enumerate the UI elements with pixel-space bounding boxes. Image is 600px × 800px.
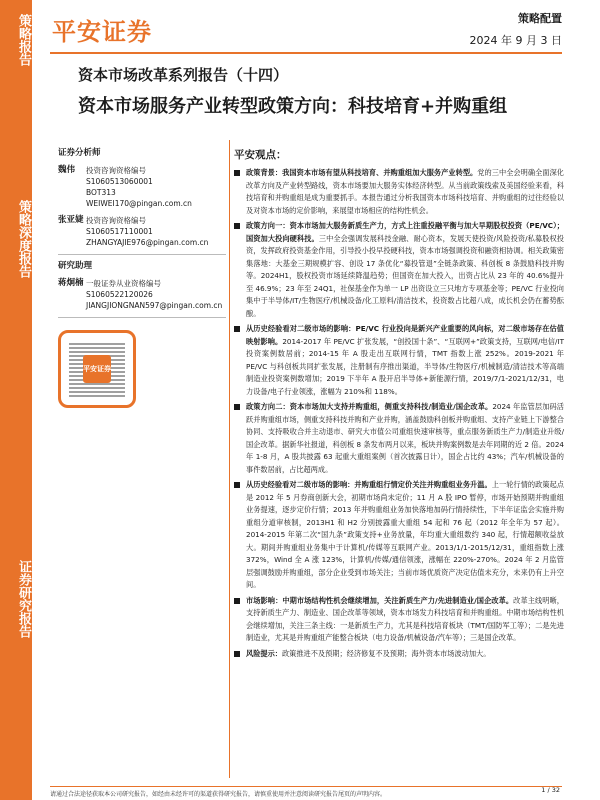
bullet-lead: 市场影响：中期市场结构性机会继续增加，关注新质生产力/先进制造业/国企改革。 <box>246 595 514 605</box>
bullet-square-icon <box>234 598 240 604</box>
sidebar-label-strategy-report: 策略报告 <box>16 14 31 66</box>
analyst-line: BOT313 <box>86 188 116 197</box>
bullet-body: 三中全会强调发展科技金融、耐心资本，发展天使投资/风险投资/私募股权投资，发挥政府投资基金作用，引导投小投早投硬科技，资本市场强调投资和融资相协调。相关政策密集落地：大基金三期规模扩容、创设 17 条优化“募投管退”全链条政策、科创板 8 条鼓励科技并购等。2024H1，股权投资市场延续降温趋势；但国资在加大投入，出资占比从 23 年的 40.6%提升至 46.9%；23 年至 24Q1，社保基金作为单一 LP 出资设立三只地方专项基金等；PE/VC 行业投向集中于半导体/IT/生物医疗/机械设备/化工原料/清洁技术，投资数占比超八成，成长机会仍在蓄势酝酿。 <box>246 233 564 318</box>
summary-bullet <box>234 167 564 217</box>
assistant-line: 一般证券从业资格编号 <box>86 279 161 288</box>
summary-heading: 平安观点： <box>234 149 287 161</box>
assistant-entry <box>58 278 226 311</box>
section-divider <box>58 254 226 255</box>
sidebar-label-research-report: 证券研究报告 <box>16 560 31 638</box>
assistant-heading: 研究助理 <box>58 261 93 271</box>
brand-name: 平安证券 <box>52 18 152 46</box>
analyst-entry <box>58 215 226 248</box>
bullet-lead: 风险提示： <box>246 648 282 658</box>
bullet-lead: 政策方向一：资本市场加大服务新质生产力，方式上注重投融平衡与加大早期股权投资（PE/VC）；国资加大投向硬科技。 <box>246 221 564 243</box>
summary-bullet <box>234 323 564 398</box>
column-divider <box>229 140 230 778</box>
report-meta <box>470 10 562 48</box>
bullet-square-icon <box>234 651 240 657</box>
section-divider <box>58 317 226 318</box>
analyst-name: 魏伟 <box>58 165 76 175</box>
bullet-lead: 从历史经验看对二级市场的影响：PE/VC 行业投向是新兴产业重要的风向标，对二级市场存在估值映射影响。 <box>246 324 564 346</box>
bullet-square-icon <box>234 170 240 176</box>
analyst-heading: 证券分析师 <box>58 148 101 158</box>
report-date: 2024 年 9 月 3 日 <box>469 34 562 47</box>
qr-code-icon[interactable] <box>58 330 136 408</box>
summary-bullet <box>234 220 564 320</box>
bullet-square-icon <box>234 482 240 488</box>
sidebar-label-deep-report: 策略深度报告 <box>16 200 31 278</box>
summary-bullet <box>234 648 564 661</box>
assistant-email[interactable]: JIANGJIONGNAN597@pingan.com.cn <box>86 301 223 310</box>
summary-panel <box>234 147 564 663</box>
summary-bullet <box>234 595 564 645</box>
page-number: 1 / 32 <box>541 786 560 794</box>
bullet-body: 党的三中全会明确全面深化改革方向及产业转型路线，资本市场要加大服务实体经济转型。从当前政策线索及美国经验来看，科技培育和并购重组是成为重要抓手。本报告通过分析我国资本市场科技培育、并购重组的过往经验以及对资本市场的定价影响，来展望市场相应的结构性机会。 <box>246 168 564 215</box>
series-title: 资本市场改革系列报告（十四） <box>78 66 289 84</box>
assistant-name: 蒋炯楠 <box>58 278 84 288</box>
bullet-body: 政策推进不及预期；经济修复不及预期；海外资本市场波动加大。 <box>281 648 491 658</box>
bullet-lead: 从历史经验看对二级市场的影响：并购重组行情定价关注并购重组业务升温。 <box>246 480 492 489</box>
analyst-line: S1060517110001 <box>86 227 153 236</box>
bullet-lead: 政策背景：我国资本市场有望从科技培育、并购重组加大服务产业转型。 <box>246 168 478 177</box>
summary-bullet <box>234 401 564 476</box>
analyst-email[interactable]: ZHANGYAJIE976@pingan.com.cn <box>86 238 209 247</box>
sidebar-strip <box>0 0 32 800</box>
header-divider <box>50 52 562 54</box>
brand-logo <box>52 12 152 47</box>
analyst-entry <box>58 165 226 209</box>
analyst-line: S1060513060001 <box>86 177 153 186</box>
bullet-body: 2024 年监管层加码活跃并购重组市场，侧重支持科技并购和产业并购，涵盖鼓励科创板并购重组、支持产业链上下游整合协同、支持吸收合并主动退市、研究大市值公司重组快速审核等，重点服务新质生产力/制造业升级/国企改革。据新华社报道，科创板 8 条发布两月以来，板块并购案例数是去年同期的近 2 倍。2024 年 1-8 月，A 股共披露 63 起重大重组案例（首次披露日计），国企占比约 43%；汽车/机械设备的事件数居前，占比超两成。 <box>246 402 564 474</box>
analyst-name: 张亚婕 <box>58 215 84 225</box>
bullet-square-icon <box>234 326 240 332</box>
analyst-email[interactable]: WEIWEI170@pingan.com.cn <box>86 199 192 208</box>
report-category: 策略配置 <box>518 12 562 25</box>
main-title: 资本市场服务产业转型政策方向：科技培育+并购重组 <box>78 96 508 117</box>
bullet-body: 上一轮行情的政策起点是 2012 年 5 月券商创新大会，初期市场尚未定价；11 月 A 股 IPO 暂停，市场开始预期并购重组业务提速，逐步定价行情；2013 年并购重组业务加快落地加码行情持续性，下半年证监会实施并购重组分道审核制，2013H1 和 H2 分别披露重大重组 54 起和 76 起（2012 年全年为 57 起）。2014-2015 年第二次“国九条”政策支持+业务放量，年均重大重组数约 340 起，行情超额收益放大。期间并购重组业务集中于计算机/传媒等互联网产业。2013/1/1-2015/12/31，重组指数上涨 372%，Wind 全 A 涨 123%，计算机/传媒/通信领涨，涨幅在 220%-270%。2024 年 2 月监管层强调鼓励并购重组，部分企业受到市场关注；当前市场优质资产决定估值未充分，未来仍有上升空间。 <box>246 480 564 589</box>
bullet-square-icon <box>234 223 240 229</box>
qr-brand-label: 平安证券 <box>83 355 111 383</box>
analyst-panel <box>58 148 226 408</box>
bullet-square-icon <box>234 404 240 410</box>
footer-disclaimer: 请通过合法途径获取本公司研究报告，如经由未经许可的渠道获得研究报告，请慎重使用并注意阅读研究报告尾页的声明内容。 <box>50 786 562 798</box>
assistant-line: S1060522120026 <box>86 290 153 299</box>
summary-bullet <box>234 479 564 592</box>
analyst-line: 投资咨询资格编号 <box>86 166 146 175</box>
bullet-lead: 政策方向二：资本市场加大支持并购重组，侧重支持科技/制造业/国企改革。 <box>246 402 493 411</box>
analyst-line: 投资咨询资格编号 <box>86 216 146 225</box>
bullet-body: 改革主线明晰，支持新质生产力、制造业、国企改革等领域，资本市场发力科技培育和并购重组。中期市场结构性机会继续增加，关注三条主线：一是新质生产力，尤其是科技培育板块（TMT/国防军工等）；二是先进制造业，尤其是并购重组产能整合板块（电力设备/机械设备/汽车等）；三是国企改革。 <box>246 595 564 642</box>
bullet-body: 2014-2017 年 PE/VC 扩张发展，“创投国十条”、“互联网+”政策支持，互联网/电信/IT 投资案例数居前；2014-15 年 A 股走出互联网行情，TMT 指数上涨 252%。2019-2021 年 PE/VC 与科创板共同扩张发展，注册制有序推出渠道，半导体/生物医疗/机械制造/清洁技术等高端制造业投资案例数增加；2019 下半年 A 股开启半导体+新能源行情，2019/7/1-2021/12/31，电力设备/电子行业领涨，涨幅为 210%和 118%。 <box>246 336 564 396</box>
